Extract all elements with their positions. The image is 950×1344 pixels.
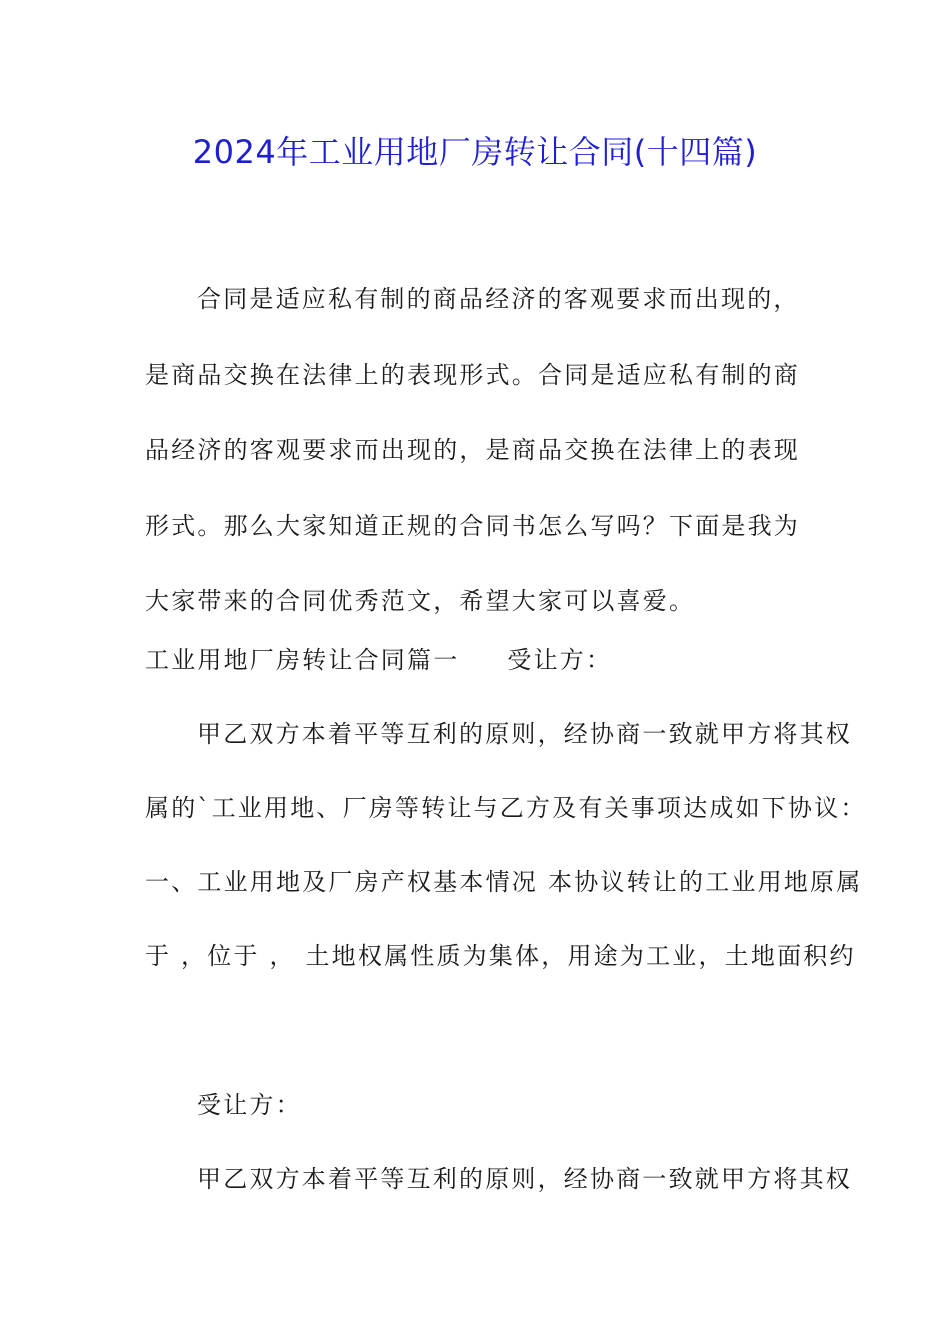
clause-1-line [145,858,863,906]
section-heading: 工业用地厂房转让合同篇一 [145,646,460,674]
section-heading-line [145,636,825,684]
intro-paragraph: 合同是适应私有制的商品经济的客观要求而出现的，是商品交换在法律上的表现形式。合同是适应私有制的商品经济的客观要求而出现的，是商品交换在法律上的表现形式。那么大家知道正规的合同书怎么写吗？下面是我为大家带来的合同优秀范文，希望大家可以喜爱。 [145,285,800,615]
document-title: 2024年工业用地厂房转让合同(十四篇) [192,133,758,171]
agreement-paragraph-line-2: 属的`工业用地、厂房等转让与乙方及有关事项达成如下协议： [145,794,867,822]
transferee-label: 受让方： [507,646,613,674]
clause-1-text: 本协议转让的工业用地原属 [548,868,863,896]
agreement-paragraph-2-line-1: 甲乙双方本着平等互利的原则，经协商一致就甲方将其权 [197,1165,852,1193]
clause-1-line-2: 于 ，位于 ， 土地权属性质为集体，用途为工业，土地面积约 [145,942,856,970]
transferee-label-2: 受让方： [197,1091,302,1119]
agreement-paragraph-line-1: 甲乙双方本着平等互利的原则，经协商一致就甲方将其权 [197,720,852,748]
clause-1-heading: 一、工业用地及厂房产权基本情况 [145,868,538,896]
